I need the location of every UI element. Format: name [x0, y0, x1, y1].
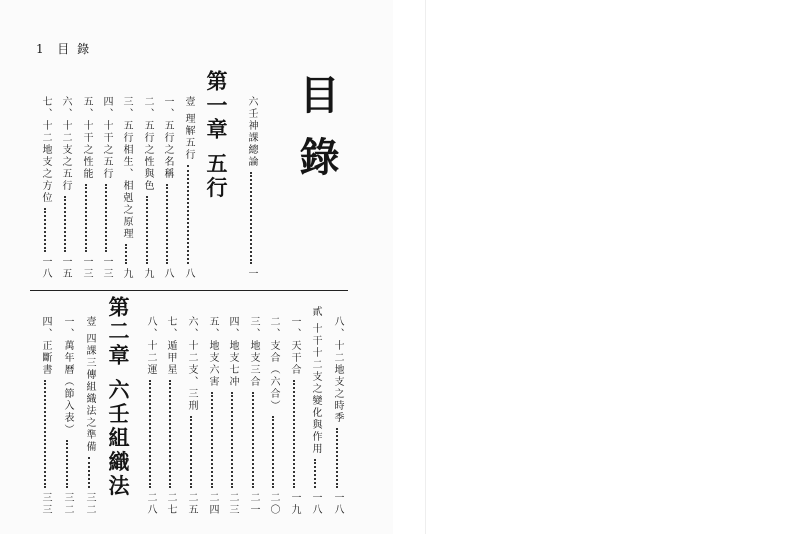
- toc-entry-page: 二一: [248, 492, 259, 516]
- leader-dots: [293, 380, 295, 488]
- toc-entry-label: 一、天干合: [289, 316, 300, 376]
- toc-entry-label: 一、萬年曆（節入表）: [62, 316, 73, 436]
- toc-entry-label: 六壬神課總論: [246, 96, 257, 168]
- toc-entry-page: 八: [183, 268, 194, 280]
- toc-entry: [227, 316, 237, 516]
- toc-entry: [246, 96, 256, 280]
- leader-dots: [169, 380, 171, 488]
- toc-entry-page: 一九: [289, 492, 300, 516]
- toc-entry: [84, 316, 94, 516]
- toc-entry-label: 四、地支七冲: [227, 316, 238, 388]
- leader-dots: [252, 392, 254, 488]
- toc-entry-page: 九: [121, 268, 132, 280]
- leader-dots: [272, 416, 274, 488]
- toc-entry-label: 八、十二運: [145, 316, 156, 376]
- toc-entry-page: 九: [142, 268, 153, 280]
- toc-entry-page: 一三: [81, 256, 92, 280]
- header-title: 目 錄: [57, 42, 92, 56]
- toc-entry-label: 五、十干之性能: [81, 96, 92, 180]
- toc-entry-label: 四、正斷書: [40, 316, 51, 376]
- toc-entry: [145, 316, 155, 516]
- leader-dots: [231, 392, 233, 488]
- toc-entry-page: 一八: [332, 492, 343, 516]
- toc-entry-label: 六、十二支之五行: [60, 96, 71, 192]
- toc-entry: [310, 306, 320, 516]
- page-header: [36, 40, 91, 57]
- leader-dots: [88, 457, 90, 488]
- section-divider: [30, 290, 348, 291]
- leader-dots: [44, 208, 46, 252]
- left-book-page: [0, 0, 393, 534]
- toc-entry: [121, 96, 131, 280]
- leader-dots: [187, 165, 189, 264]
- toc-entry-label: 壹 理解五行: [183, 96, 194, 162]
- toc-entry: [332, 316, 342, 516]
- page-number: 1: [36, 42, 46, 56]
- toc-entry-label: 四、十干之五行: [101, 96, 112, 180]
- leader-dots: [336, 428, 338, 488]
- toc-entry-label: 七、遁甲星: [165, 316, 176, 376]
- toc-entry: [207, 316, 217, 516]
- toc-entry-label: 八、十二地支之時季: [332, 316, 343, 424]
- toc-entry-page: 三三: [40, 492, 51, 516]
- leader-dots: [314, 459, 316, 488]
- book-gutter: [393, 0, 425, 534]
- toc-entry: [248, 316, 258, 516]
- leader-dots: [64, 196, 66, 252]
- toc-entry: [162, 96, 172, 280]
- toc-entry-label: 二、支合（六合）: [268, 316, 279, 412]
- toc-entry: [183, 96, 193, 280]
- toc-entry-label: 三、五行相生、相剋之原理: [121, 96, 132, 240]
- leader-dots: [85, 184, 87, 252]
- toc-entry: [142, 96, 152, 280]
- toc-entry: [60, 96, 70, 280]
- leader-dots: [66, 440, 68, 488]
- toc-entry-page: 一八: [40, 256, 51, 280]
- leader-dots: [166, 184, 168, 264]
- leader-dots: [190, 416, 192, 488]
- toc-entry-page: 二七: [165, 492, 176, 516]
- leader-dots: [105, 184, 107, 252]
- toc-entry: [40, 316, 50, 516]
- toc-entry: [268, 316, 278, 516]
- leader-dots: [211, 392, 213, 488]
- toc-entry: [186, 316, 196, 516]
- toc-entry: [81, 96, 91, 280]
- toc-entry-page: 一三: [101, 256, 112, 280]
- leader-dots: [44, 380, 46, 488]
- toc-entry-label: 七、十二地支之方位: [40, 96, 51, 204]
- leader-dots: [146, 196, 148, 264]
- leader-dots: [250, 172, 252, 264]
- toc-entry-label: 三、地支三合: [248, 316, 259, 388]
- toc-entry-page: 二〇: [268, 492, 279, 516]
- right-blank-page: [425, 0, 793, 534]
- toc-entry-page: 一五: [60, 256, 71, 280]
- toc-entry-label: 壹 四課三傳組織法之準備: [84, 316, 95, 454]
- toc-entry-label: 六、十二支、三刑: [186, 316, 197, 412]
- toc-entry-page: 二三: [227, 492, 238, 516]
- toc-entry-label: 五、地支六害: [207, 316, 218, 388]
- leader-dots: [125, 244, 127, 264]
- toc-entry-page: 二五: [186, 492, 197, 516]
- toc-entry: [165, 316, 175, 516]
- toc-entry: [289, 316, 299, 516]
- toc-entry: [62, 316, 72, 516]
- toc-entry: [101, 96, 111, 280]
- toc-entry-page: 一: [246, 268, 257, 280]
- toc-entry-label: 二、五行之性與色: [142, 96, 153, 192]
- toc-entry-page: 一八: [310, 492, 321, 516]
- chapter-heading: 第二章 六壬組織法: [106, 296, 131, 499]
- toc-entry-page: 八: [162, 268, 173, 280]
- contents-title: 目錄: [293, 74, 340, 198]
- toc-entry-label: 貳 十干十二支之變化與作用: [310, 306, 321, 456]
- chapter-heading: 第一章 五行: [204, 70, 229, 201]
- toc-entry-page: 二八: [145, 492, 156, 516]
- toc-entry-page: 三二: [84, 492, 95, 516]
- toc-entry-label: 一、五行之名稱: [162, 96, 173, 180]
- toc-entry-page: 三二: [62, 492, 73, 516]
- leader-dots: [149, 380, 151, 488]
- toc-entry-page: 二四: [207, 492, 218, 516]
- toc-entry: [40, 96, 50, 280]
